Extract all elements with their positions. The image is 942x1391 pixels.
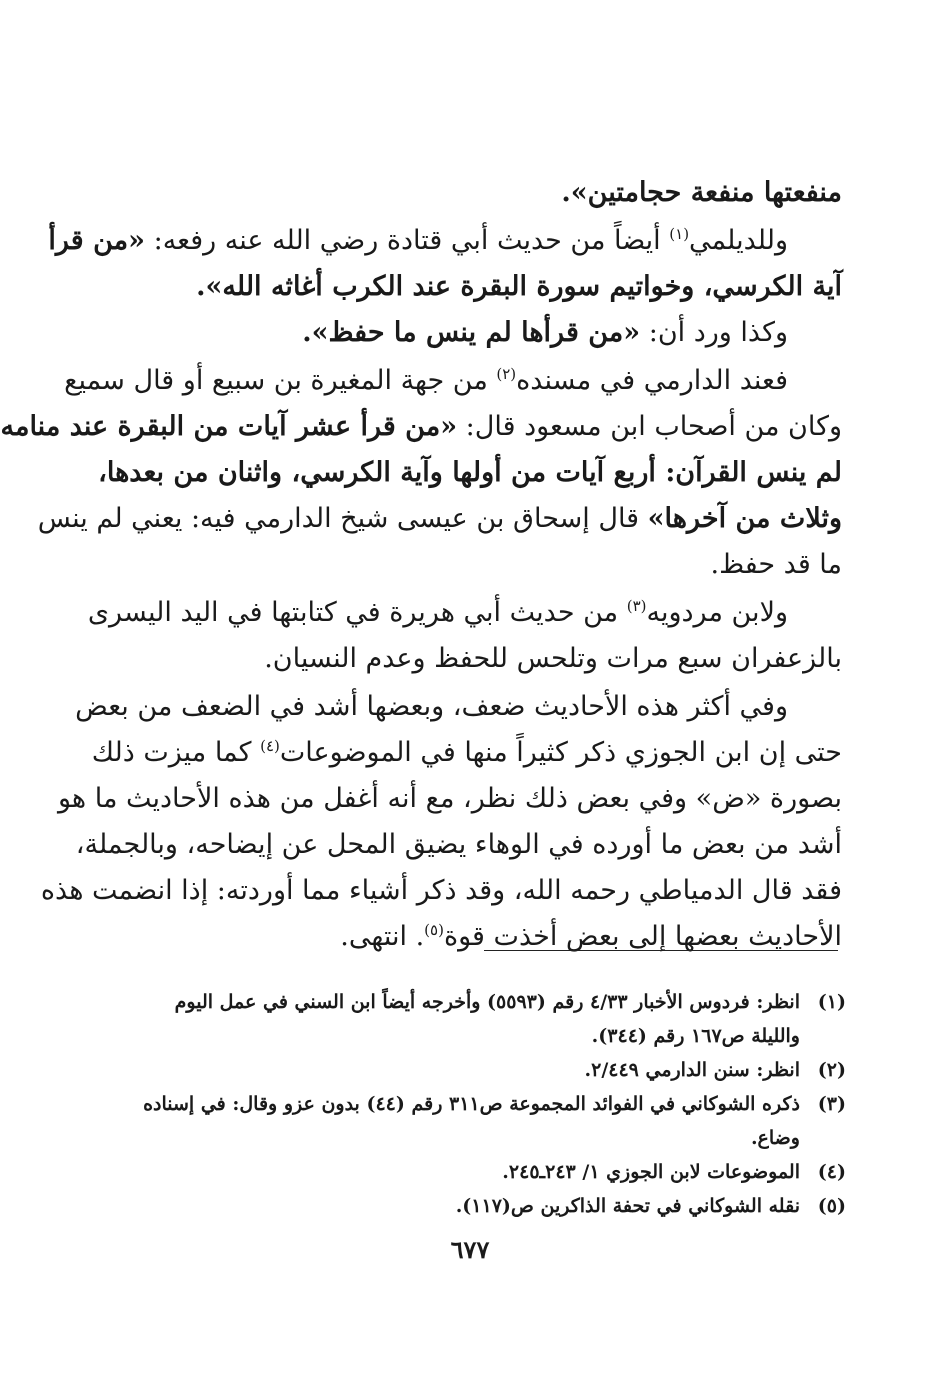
footnote-ref[interactable]: (٥)	[424, 921, 444, 939]
footnote-text: انظر: سنن الدارمي ٢/٤٤٩.	[584, 1059, 800, 1081]
text-span: أشد من بعض ما أورده في الوهاء يضيق المحل عن إيضاحه، وبالجملة،	[75, 829, 842, 860]
text-span: وكذا ورد أن:	[640, 317, 788, 348]
text-span: من جهة المغيرة بن سبيع أو قال سميع	[64, 365, 497, 396]
footnote-ref[interactable]: (١)	[669, 225, 690, 243]
text-line	[57, 776, 842, 822]
quote-text: منفعتها منفعة حجامتين».	[561, 177, 842, 208]
quote-text: «من قرأ	[48, 225, 146, 256]
footnote-number: (٤)	[817, 1161, 846, 1183]
text-span: كما ميزت ذلك	[91, 737, 261, 768]
text-line	[0, 404, 842, 450]
text-line	[75, 684, 842, 730]
footnote-item	[108, 1053, 846, 1087]
footnote-number: (٢)	[817, 1059, 846, 1081]
text-span: ما قد حفظ.	[710, 549, 842, 580]
quote-text: «من قرأ عشر آيات من البقرة عند منامه	[0, 411, 458, 442]
text-line	[40, 868, 842, 914]
quote-text: «من قرأها لم ينس ما حفظ».	[302, 317, 641, 348]
footnote-ref[interactable]: (٣)	[626, 597, 647, 615]
footnote-text: ذكره الشوكاني في الفوائد المجموعة ص٣١١ رقم (٤٤) بدون عزو وقال: في إسناده	[143, 1093, 800, 1115]
footnotes	[108, 985, 846, 1223]
text-span: ولابن مردويه	[646, 597, 788, 628]
footnote-number: (١)	[817, 991, 846, 1013]
text-span: وكان من أصحاب ابن مسعود قال:	[457, 411, 842, 442]
text-span: الأحاديث بعضها إلى بعض أخذت قوة	[443, 921, 842, 952]
text-span: فقد قال الدمياطي رحمه الله، وقد ذكر أشياء مما أوردته: إذا انضمت هذه	[40, 875, 842, 906]
footnote-text-cont: وضاع.	[750, 1127, 800, 1149]
footnote-divider	[484, 950, 838, 951]
footnote-text: انظر: فردوس الأخبار ٤/٣٣ رقم (٥٥٩٣) وأخرجه أيضاً ابن السني في عمل اليوم	[174, 991, 800, 1013]
text-line	[91, 730, 842, 776]
text-span: فعند الدارمي في مسنده	[516, 365, 788, 396]
text-line	[37, 496, 842, 542]
text-line	[98, 450, 842, 496]
text-line	[87, 590, 842, 636]
page-number: ٦٧٧	[450, 1235, 490, 1264]
text-line	[108, 310, 842, 356]
text-span: وفي أكثر هذه الأحاديث ضعف، وبعضها أشد في الضعف من بعض	[75, 691, 788, 722]
footnote-item	[108, 985, 846, 1053]
text-span: أيضاً من حديث أبي قتادة رضي الله عنه رفعه:	[145, 225, 670, 256]
footnote-item	[108, 1189, 846, 1223]
quote-text: لم ينس القرآن: أربع آيات من أولها وآية الكرسي، واثنان من بعدها،	[98, 457, 842, 488]
text-line	[48, 218, 842, 264]
footnote-ref[interactable]: (٤)	[260, 737, 280, 755]
text-span: بالزعفران سبع مرات وتلحس للحفظ وعدم النسيان.	[264, 643, 842, 674]
footnote-text: الموضوعات لابن الجوزي ١/ ٢٤٣ـ٢٤٥.	[502, 1161, 800, 1183]
text-line	[108, 542, 842, 588]
text-span: من حديث أبي هريرة في كتابتها في اليد اليسرى	[87, 597, 627, 628]
footnote-text-cont: والليلة ص١٦٧ رقم (٣٤٤).	[591, 1025, 800, 1047]
text-span: قال إسحاق بن عيسى شيخ الدارمي فيه: يعني لم ينس	[37, 503, 648, 534]
text-line	[108, 914, 842, 960]
main-text	[0, 170, 842, 960]
footnote-text: نقله الشوكاني في تحفة الذاكرين ص(١١٧).	[455, 1195, 800, 1217]
text-line	[108, 170, 842, 216]
text-span: وللديلمي	[689, 225, 788, 256]
footnote-number: (٥)	[817, 1195, 846, 1217]
text-span: حتى إن ابن الجوزي ذكر كثيراً منها في الموضوعات	[279, 737, 842, 768]
text-line	[64, 358, 842, 404]
text-line	[108, 636, 842, 682]
text-span: بصورة «ض» وفي بعض ذلك نظر، مع أنه أغفل من هذه الأحاديث ما هو	[57, 783, 842, 814]
quote-text: وثلاث من آخرها»	[647, 503, 842, 534]
footnote-ref[interactable]: (٢)	[496, 365, 517, 383]
footnote-item	[108, 1087, 846, 1155]
footnote-number: (٣)	[817, 1093, 846, 1115]
quote-text: آية الكرسي، وخواتيم سورة البقرة عند الكرب أغاثه الله».	[196, 271, 842, 302]
text-span: . انتهى.	[340, 921, 425, 952]
footnote-item	[108, 1155, 846, 1189]
text-line	[75, 822, 842, 868]
text-line	[108, 264, 842, 310]
